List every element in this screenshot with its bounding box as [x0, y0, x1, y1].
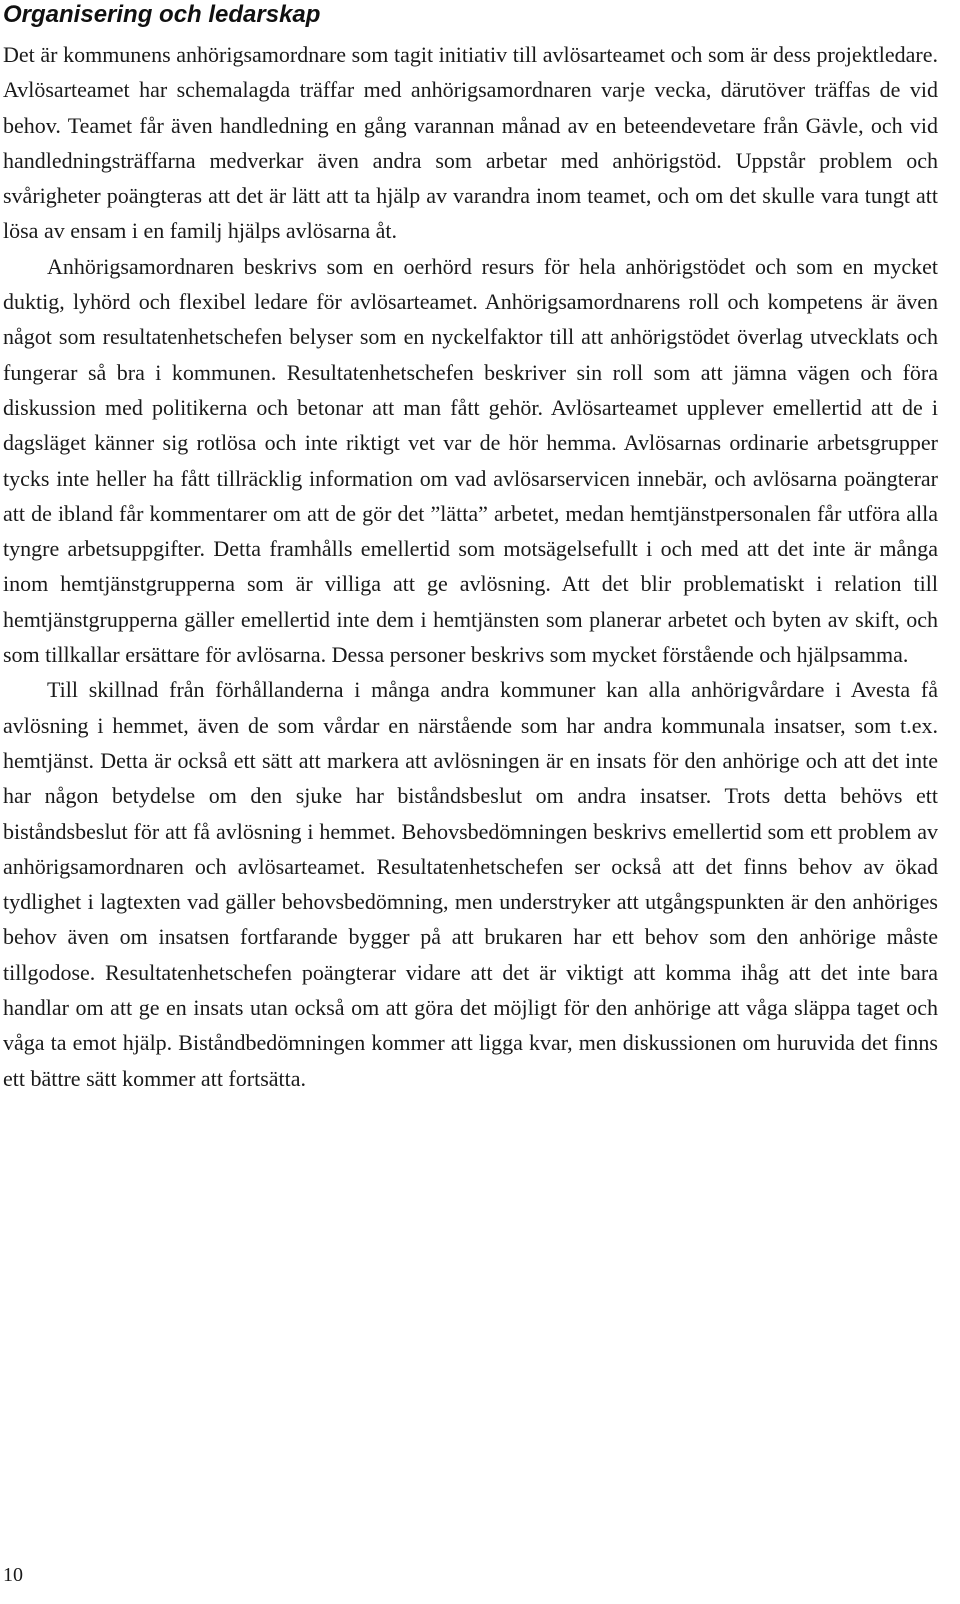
section-heading: Organisering och ledarskap	[3, 1, 321, 28]
page-number: 10	[3, 1564, 23, 1586]
paragraph-respite-eligibility: Till skillnad från förhållanderna i många andra kommuner kan alla anhörigvårdare i Avesta få avlösning i hemmet, även de som vårdar en närstående som har andra kommunala insatser, som t.ex. hemtjänst. Detta är också ett sätt att markera att avlösningen är en insats för den anhörige och att det inte har någon betydelse om den sjuke har biståndsbeslut om andra insatser. Trots detta behövs ett biståndsbeslut för att få avlösning i hemmet. Behovsbedömningen beskrivs emellertid som ett problem av anhörigsamordnaren och avlösarteamet. Resultatenhetschefen ser också att det finns behov av ökad tydlighet i lagtexten vad gäller behovsbedömning, men understryker att utgångspunkten är den anhöriges behov även om insatsen fortfarande bygger på att brukaren har ett behov som den anhörige måste tillgodose. Resultatenhetschefen poängterar vidare att det är viktigt att komma ihåg att det inte bara handlar om att ge en insats utan också om att göra det möjligt för den anhörige att våga släppa taget och våga ta emot hjälp. Biståndbedömningen kommer att ligga kvar, men diskussionen om huruvida det finns ett bättre sätt kommer att fortsätta.	[3, 677, 938, 1091]
paragraph-coordinator-role: Anhörigsamordnaren beskrivs som en oerhörd resurs för hela anhörigstödet och som en mycket duktig, lyhörd och flexibel ledare för avlösarteamet. Anhörigsamordnarens roll och kompetens är även något som resultatenhetschefen belyser som en nyckelfaktor till att anhörigstödet överlag utvecklats och fungerar så bra i kommunen. Resultatenhetschefen beskriver sin roll som att jämna vägen och föra diskussion med politikerna och betonar att man fått gehör. Avlösarteamet upplever emellertid att de i dagsläget känner sig rotlösa och inte riktigt vet var de hör hemma. Avlösarnas ordinarie arbetsgrupper tycks inte heller ha fått tillräcklig information om vad avlösarservicen innebär, och avlösarna poängterar att de ibland får kommentarer om att de gör det ”lätta” arbetet, medan hemtjänstpersonalen får utföra alla tyngre arbetsuppgifter. Detta framhålls emellertid som motsägelsefullt i och med att det inte är många inom hemtjänstgrupperna som är villiga att ge avlösning. Att det blir problematiskt i relation till hemtjänstgrupperna gäller emellertid inte dem i hemtjänsten som planerar arbetet och byten av skift, och som tillkallar ersättare för avlösarna. Dessa personer beskrivs som mycket förstående och hjälpsamma.	[3, 253, 938, 668]
paragraph-organisation: Det är kommunens anhörigsamordnare som tagit initiativ till avlösarteamet och som är dess projektledare. Avlösarteamet har schemalagda träffar med anhörigsamordnaren varje vecka, därutöver träffas de vid behov. Teamet får även handledning en gång varannan månad av en beteendevetare från Gävle, och vid handledningsträffarna medverkar även andra som arbetar med anhörigstöd. Uppstår problem och svårigheter poängteras att det är lätt att ta hjälp av varandra inom teamet, och om det skulle vara tungt att lösa av ensam i en familj hjälps avlösarna åt.	[3, 42, 938, 244]
document-page	[3, 0, 938, 1096]
